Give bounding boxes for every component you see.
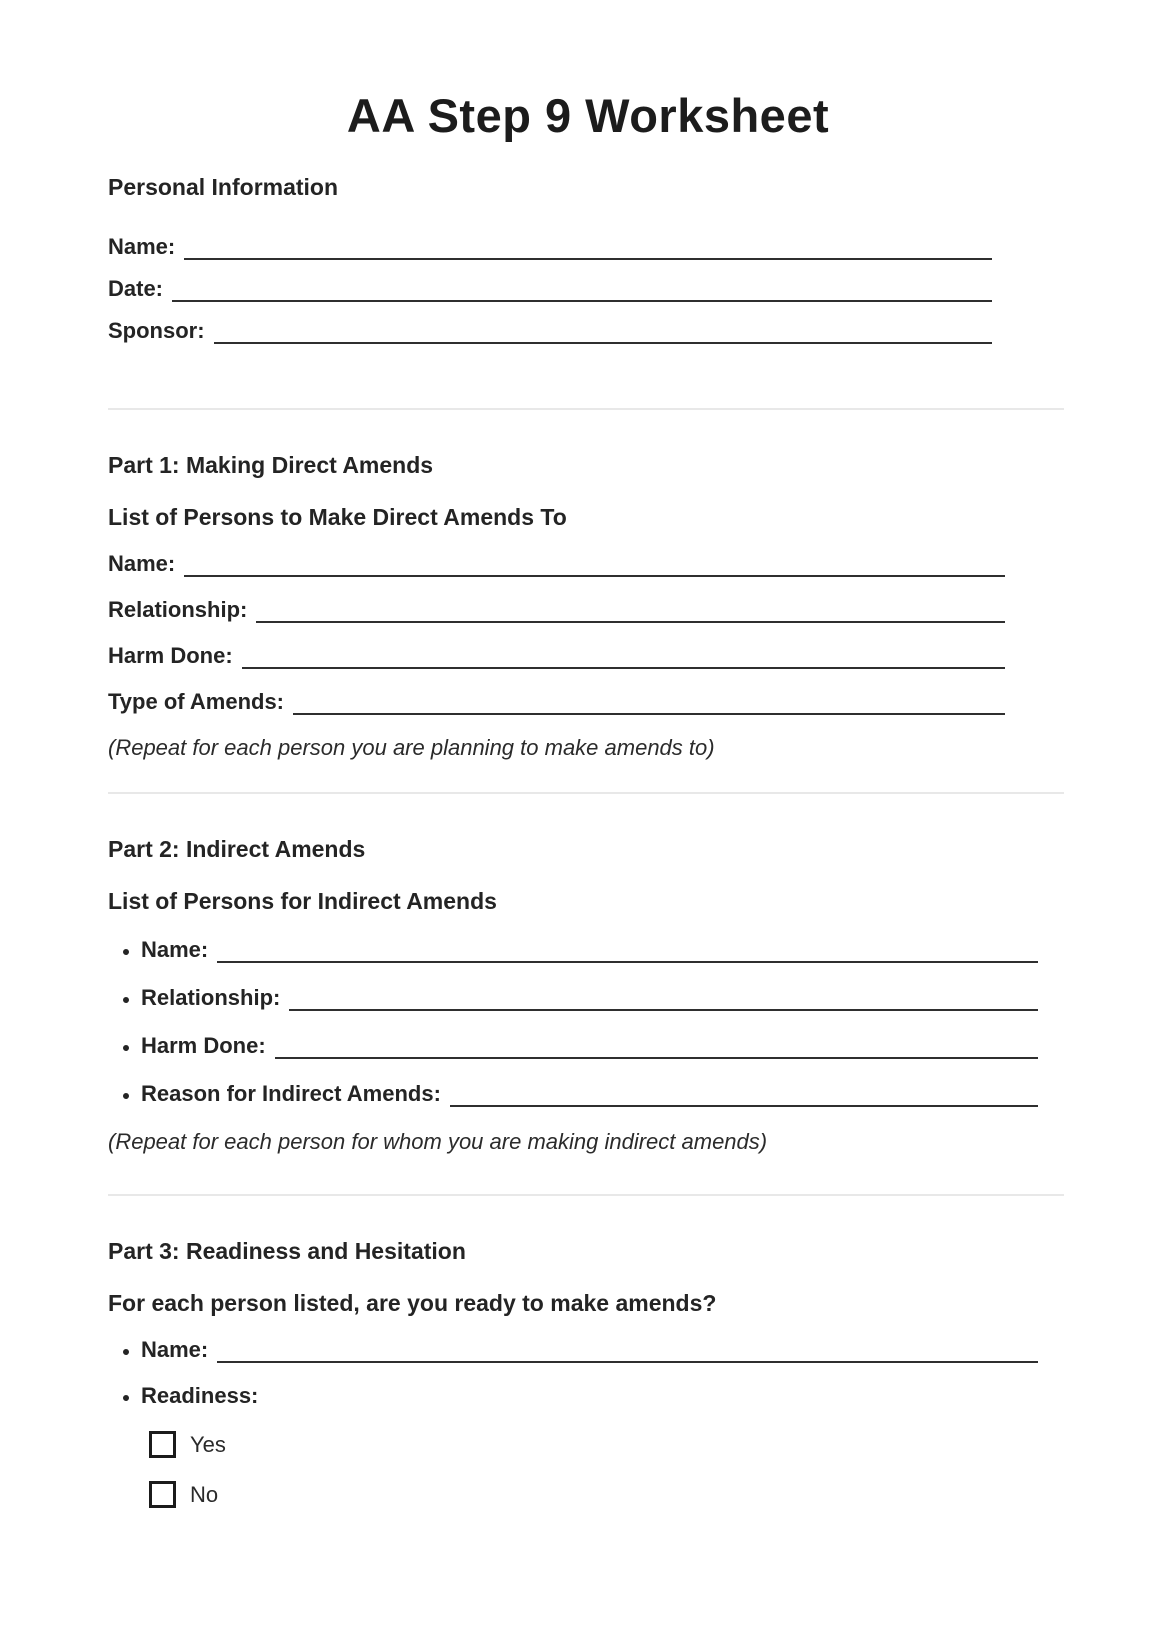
readiness-yes-option bbox=[149, 1431, 1068, 1458]
part2-harm-done-row bbox=[141, 1032, 1038, 1059]
part1-name-row bbox=[108, 550, 1005, 577]
personal-information-heading: Personal Information bbox=[108, 174, 339, 200]
no-label: No bbox=[190, 1482, 219, 1507]
yes-label: Yes bbox=[190, 1432, 226, 1457]
list-item bbox=[141, 1080, 1068, 1107]
part3-readiness-label: • Readiness: bbox=[141, 1383, 259, 1408]
part1-type-of-amends-row bbox=[108, 688, 1005, 715]
name-field-line[interactable] bbox=[184, 233, 992, 260]
list-item bbox=[141, 936, 1068, 963]
part2-name-row bbox=[141, 936, 1038, 963]
sponsor-field-row bbox=[108, 317, 992, 344]
part1-name-line[interactable] bbox=[184, 550, 1005, 577]
section-divider bbox=[108, 408, 1064, 410]
part1-heading: Part 1: Making Direct Amends bbox=[108, 452, 434, 478]
part3-heading: Part 3: Readiness and Hesitation bbox=[108, 1238, 466, 1264]
part1-type-of-amends-line[interactable] bbox=[293, 688, 1005, 715]
part3-name-label: • Name: bbox=[141, 1337, 209, 1362]
readiness-no-option bbox=[149, 1481, 1068, 1508]
part2-heading: Part 2: Indirect Amends bbox=[108, 836, 366, 862]
list-item bbox=[141, 1336, 1068, 1363]
part1-repeat-note: (Repeat for each person you are planning to make amends to) bbox=[108, 735, 715, 760]
part1-relationship-row bbox=[108, 596, 1005, 623]
part2-repeat-note: (Repeat for each person for whom you are making indirect amends) bbox=[108, 1129, 768, 1154]
part3-name-row bbox=[141, 1336, 1038, 1363]
part1-name-label: Name: bbox=[108, 551, 176, 576]
part1-type-of-amends-label: Type of Amends: bbox=[108, 689, 285, 714]
part1-relationship-label: Relationship: bbox=[108, 597, 248, 622]
list-item bbox=[141, 1382, 1068, 1409]
yes-checkbox[interactable] bbox=[149, 1431, 176, 1458]
part2-reason-line[interactable] bbox=[450, 1080, 1038, 1107]
part3-readiness-row bbox=[141, 1382, 1068, 1409]
part2-subheading: List of Persons for Indirect Amends bbox=[108, 888, 497, 914]
part2-bullet-list bbox=[108, 936, 1068, 1107]
part2-reason-label: • Reason for Indirect Amends: bbox=[141, 1081, 441, 1106]
sponsor-field-line[interactable] bbox=[214, 317, 992, 344]
section-divider bbox=[108, 792, 1064, 794]
part3-name-line[interactable] bbox=[217, 1336, 1038, 1363]
part2-name-label: • Name: bbox=[141, 937, 209, 962]
part1-harm-done-label: Harm Done: bbox=[108, 643, 233, 668]
part1-relationship-line[interactable] bbox=[256, 596, 1005, 623]
part2-harm-done-label: • Harm Done: bbox=[141, 1033, 266, 1058]
date-label: Date: bbox=[108, 276, 164, 301]
date-field-line[interactable] bbox=[172, 275, 992, 302]
part1-subheading: List of Persons to Make Direct Amends To bbox=[108, 504, 567, 530]
part1-harm-done-row bbox=[108, 642, 1005, 669]
part1-harm-done-line[interactable] bbox=[242, 642, 1005, 669]
part2-relationship-label: • Relationship: bbox=[141, 985, 281, 1010]
part2-name-line[interactable] bbox=[217, 936, 1038, 963]
part2-harm-done-line[interactable] bbox=[275, 1032, 1038, 1059]
name-label: Name: bbox=[108, 234, 176, 259]
part2-relationship-row bbox=[141, 984, 1038, 1011]
section-divider bbox=[108, 1194, 1064, 1196]
part2-reason-row bbox=[141, 1080, 1038, 1107]
list-item bbox=[141, 1032, 1068, 1059]
list-item bbox=[141, 984, 1068, 1011]
name-field-row bbox=[108, 233, 992, 260]
part2-relationship-line[interactable] bbox=[289, 984, 1038, 1011]
part3-question: For each person listed, are you ready to make amends? bbox=[108, 1290, 717, 1316]
date-field-row bbox=[108, 275, 992, 302]
sponsor-label: Sponsor: bbox=[108, 318, 205, 343]
part3-bullet-list bbox=[108, 1336, 1068, 1409]
no-checkbox[interactable] bbox=[149, 1481, 176, 1508]
page-title: AA Step 9 Worksheet bbox=[346, 89, 830, 142]
